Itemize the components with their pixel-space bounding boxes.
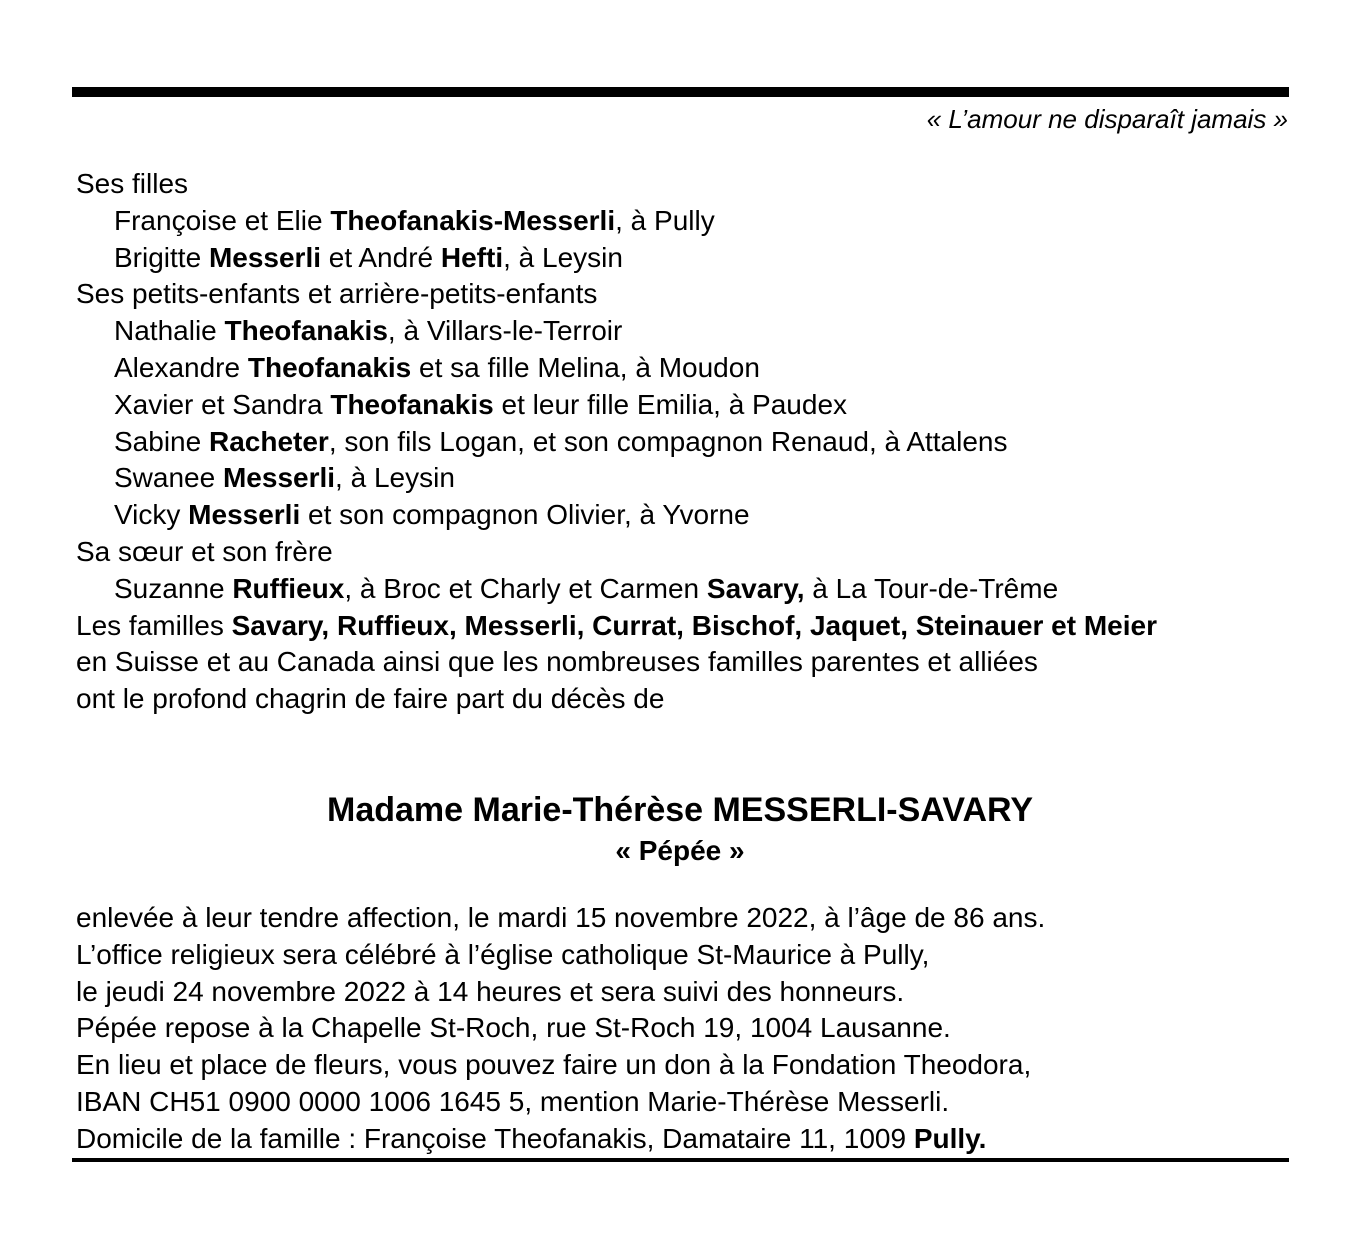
daughter-line-1: Françoise et Elie Theofanakis-Messerli, à Pully xyxy=(114,204,715,236)
grandchild-line-3: Xavier et Sandra Theofanakis et leur fille Emilia, à Paudex xyxy=(114,388,848,420)
detail-line-4: Pépée repose à la Chapelle St-Roch, rue St-Roch 19, 1004 Lausanne. xyxy=(76,1012,951,1044)
grandchildren-heading: Ses petits-enfants et arrière-petits-enfants xyxy=(76,278,598,310)
families-line-2: en Suisse et au Canada ainsi que les nombreuses familles parentes et alliées xyxy=(76,646,1038,678)
sibling-line-1: Suzanne Ruffieux, à Broc et Charly et Carmen Savary, à La Tour-de-Trême xyxy=(114,572,1059,604)
family-announcement xyxy=(76,166,1256,718)
detail-line-7: Domicile de la famille : Françoise Theofanakis, Damataire 11, 1009 Pully. xyxy=(76,1122,987,1154)
grandchild-line-6: Vicky Messerli et son compagnon Olivier, à Yvorne xyxy=(114,499,750,531)
daughters-heading: Ses filles xyxy=(76,168,189,199)
grandchild-line-1: Nathalie Theofanakis, à Villars-le-Terroir xyxy=(114,315,623,347)
deceased-nickname: « Pépée » xyxy=(615,835,745,866)
daughter-line-2: Brigitte Messerli et André Hefti, à Leysin xyxy=(114,241,623,273)
grandchild-line-5: Swanee Messerli, à Leysin xyxy=(114,462,455,494)
deceased-name: Madame Marie-Thérèse MESSERLI-SAVARY xyxy=(327,791,1033,829)
siblings-heading: Sa sœur et son frère xyxy=(76,535,333,567)
detail-line-2: L’office religieux sera célébré à l’église catholique St-Maurice à Pully, xyxy=(76,938,930,970)
families-line-3: ont le profond chagrin de faire part du décès de xyxy=(76,683,665,715)
detail-line-3: le jeudi 24 novembre 2022 à 14 heures et sera suivi des honneurs. xyxy=(76,975,905,1007)
detail-line-6: IBAN CH51 0900 0000 1006 1645 5, mention Marie-Thérèse Messerli. xyxy=(76,1085,950,1117)
grandchild-line-4: Sabine Racheter, son fils Logan, et son compagnon Renaud, à Attalens xyxy=(114,425,1008,457)
grandchild-line-2: Alexandre Theofanakis et sa fille Melina, à Moudon xyxy=(114,351,760,383)
detail-line-1: enlevée à leur tendre affection, le mardi 15 novembre 2022, à l’âge de 86 ans. xyxy=(76,902,1046,933)
top-rule xyxy=(72,87,1289,97)
details-block xyxy=(76,900,1256,1158)
families-line: Les familles Savary, Ruffieux, Messerli, Currat, Bischof, Jaquet, Steinauer et Meier xyxy=(76,609,1157,641)
detail-line-5: En lieu et place de fleurs, vous pouvez faire un don à la Fondation Theodora, xyxy=(76,1049,1032,1081)
motto: « L’amour ne disparaît jamais » xyxy=(926,104,1288,134)
bottom-rule xyxy=(72,1158,1289,1162)
